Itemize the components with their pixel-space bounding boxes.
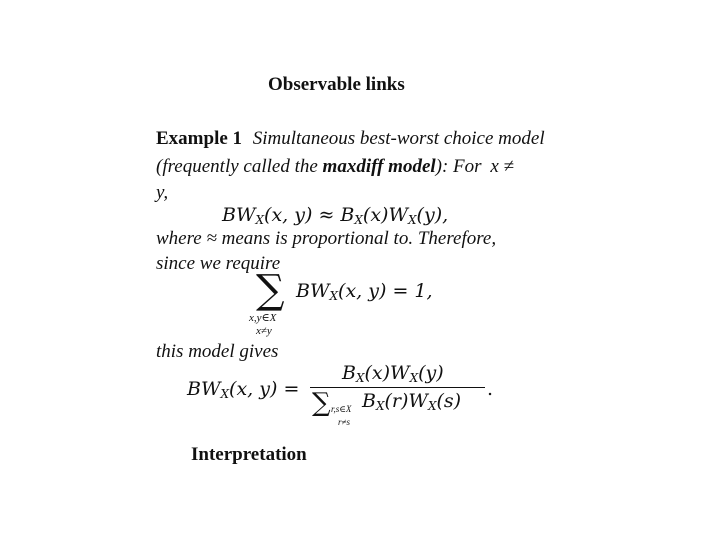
equation-2-limit-top: x,y∈X [249,312,277,324]
eq2-sub: X [329,289,339,303]
gives-line: this model gives [156,341,279,362]
eq3-den-b: B [362,390,376,412]
since-line: since we require [156,253,281,274]
eq3-num-b: B [342,362,356,384]
interpretation-heading: Interpretation [191,444,307,465]
eq3-lhs-sub: X [220,387,230,401]
example-heading [156,128,545,150]
equation-3-den-limit: r,s∈X [331,404,352,414]
equation-1 [222,204,448,227]
line2-math: x ≠ [490,156,514,177]
where-line: where ≈ means is proportional to. Therefore, [156,228,497,249]
eq1-lhs: BW [222,204,256,226]
eq3-num-post: (y) [418,362,444,384]
equation-3-lhs [187,378,299,401]
line2-suffix: ): For [435,156,482,177]
eq3-den-post: (s) [436,390,462,412]
eq3-num-sub2: X [409,371,419,385]
equation-2-limit-bottom: x≠y [256,325,272,337]
eq1-lhs-args: (x, y) ≈ B [264,204,355,226]
equation-3-den-limit-2: r≠s [338,417,350,427]
eq3-den-sub1: X [375,399,385,413]
example-line-3: y, [156,182,169,203]
eq1-mid-args: (x)W [362,204,408,226]
example-heading-text: Simultaneous best-worst choice model [252,128,545,149]
equation-3-period: . [487,378,494,400]
eq1-sub-1: X [255,213,265,227]
equation-3-den-sigma: ∑ [312,388,331,418]
eq1-sub-3: X [408,213,417,227]
eq3-num-mid: (x)W [364,362,410,384]
eq2-bw: BW [296,280,330,302]
eq1-sub-2: X [354,213,363,227]
slide-title: Observable links [268,74,405,95]
equation-3-denominator [362,390,461,413]
line2-prefix: (frequently called the [156,156,323,177]
maxdiff-term: maxdiff model [322,156,436,177]
equation-2-sigma: ∑ [256,267,285,313]
eq3-den-mid: (r)W [384,390,428,412]
eq3-lhs-rest: (x, y) = [229,378,300,400]
eq2-rest: (x, y) = 1, [338,280,433,302]
eq3-bw: BW [187,378,221,400]
eq3-den-sub2: X [427,399,437,413]
equation-2-body [296,280,433,303]
eq3-num-sub1: X [355,371,365,385]
eq1-rhs-args: (y), [416,204,449,226]
example-label: Example 1 [156,128,243,149]
fraction-bar [310,387,485,388]
example-line-2 [156,156,514,178]
equation-3-numerator [342,362,444,385]
